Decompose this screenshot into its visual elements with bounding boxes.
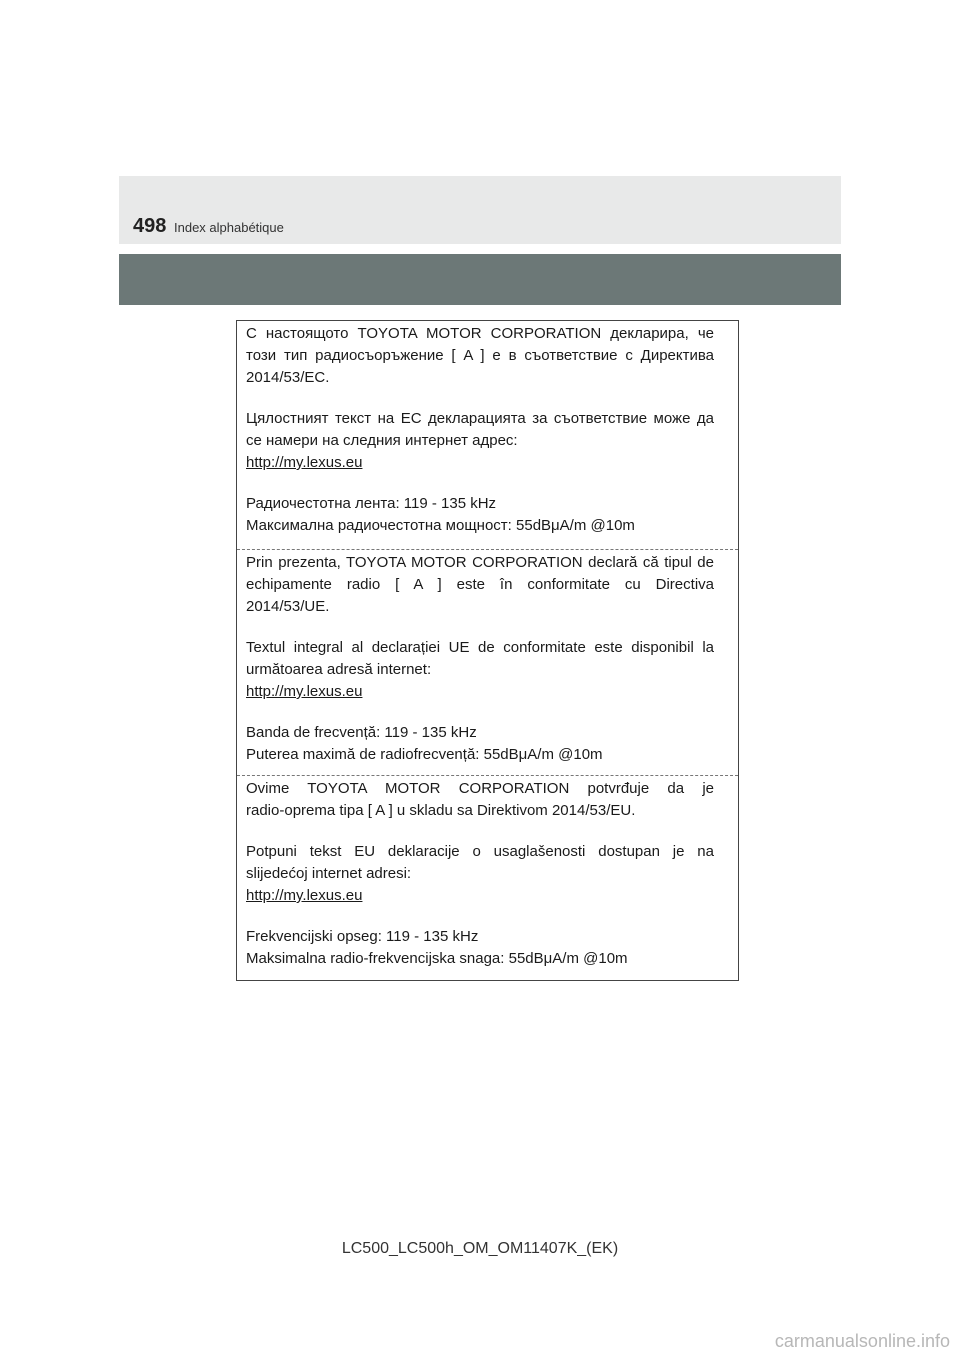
- declaration-link[interactable]: http://my.lexus.eu: [246, 887, 363, 904]
- max-power: Puterea maximă de radiofrecvență: 55dBμA/m @10m: [246, 746, 603, 763]
- watermark: carmanualsonline.info: [774, 1331, 950, 1351]
- text-line: Potpuni tekst EU deklaracije o usaglašenosti dostupan je na: [246, 843, 714, 860]
- intro-line: echipamente radio [ A ] este în conformitate cu Directiva: [246, 576, 714, 593]
- text-line: Цялостният текст на ЕС декларацията за съответствие може да: [246, 410, 714, 427]
- text-line: се намери на следния интернет адрес:: [246, 432, 518, 449]
- max-power: Maksimalna radio-frekvencijska snaga: 55dBμA/m @10m: [246, 950, 628, 967]
- intro-line: Ovime TOYOTA MOTOR CORPORATION potvrđuje da je: [246, 780, 714, 797]
- declaration-romanian: [237, 549, 738, 766]
- declaration-link[interactable]: http://my.lexus.eu: [246, 454, 363, 471]
- intro-line: Prin prezenta, TOYOTA MOTOR CORPORATION declară că tipul de: [246, 554, 714, 571]
- section-bar: [119, 254, 841, 305]
- intro-line: този тип радиосъоръжение [ A ] е в съответствие с Директива: [246, 347, 714, 364]
- text-line: următoarea adresă internet:: [246, 661, 432, 678]
- intro-line: С настоящото TOYOTA MOTOR CORPORATION декларира, че: [246, 325, 714, 342]
- frequency-band: Frekvencijski opseg: 119 - 135 kHz: [246, 928, 479, 945]
- declaration-link[interactable]: http://my.lexus.eu: [246, 683, 363, 700]
- text-line: Textul integral al declarației UE de conformitate este disponibil la: [246, 639, 714, 656]
- document-code: LC500_LC500h_OM_OM11407K_(EK): [341, 1240, 619, 1257]
- intro-line: 2014/53/UE.: [246, 598, 330, 615]
- declaration-bulgarian: [237, 321, 738, 537]
- max-power: Максимална радиочестотна мощност: 55dBμA/m @10m: [246, 517, 635, 534]
- declaration-box: [236, 320, 739, 981]
- text-line: slijedećoj internet adresi:: [246, 865, 412, 882]
- intro-line: 2014/53/ЕС.: [246, 369, 330, 386]
- section-title: Index alphabétique: [174, 220, 284, 235]
- declaration-croatian: [237, 775, 738, 970]
- frequency-band: Banda de frecvență: 119 - 135 kHz: [246, 724, 477, 741]
- frequency-band: Радиочестотна лента: 119 - 135 kHz: [246, 495, 497, 512]
- page-number: 498: [133, 215, 167, 237]
- intro-line: radio-oprema tipa [ A ] u skladu sa Direktivom 2014/53/EU.: [246, 802, 636, 819]
